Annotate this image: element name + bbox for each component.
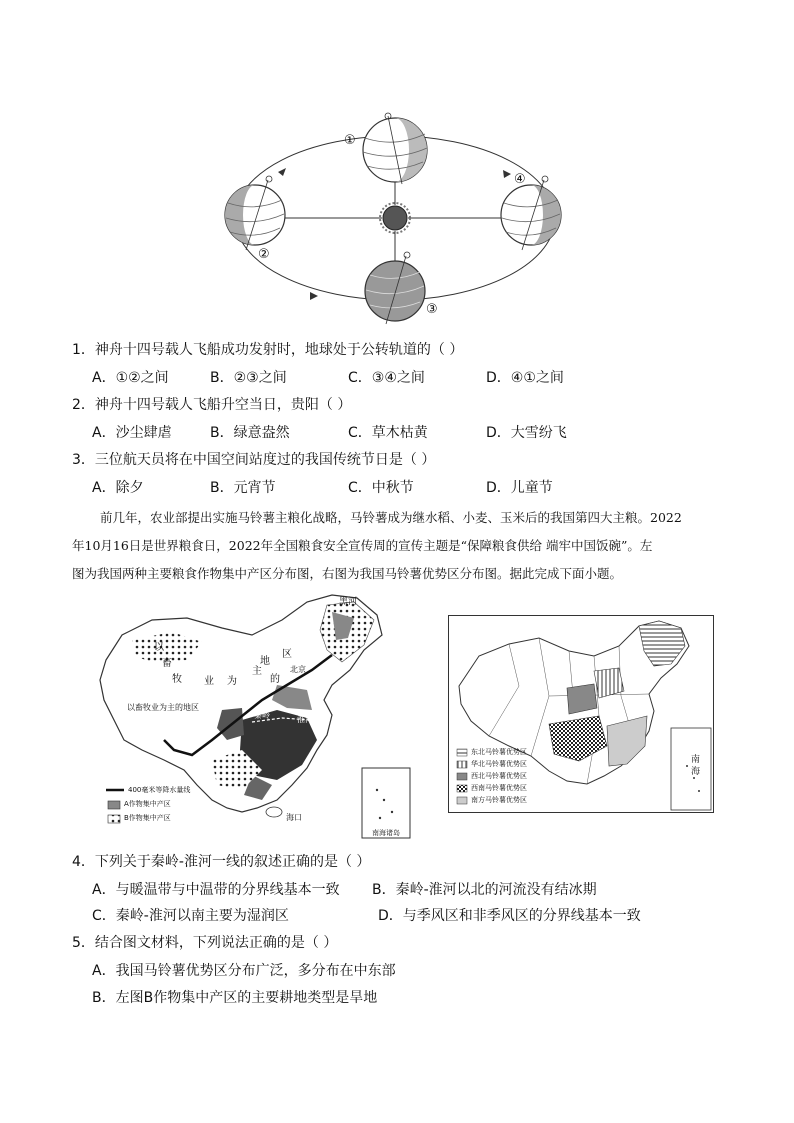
label-qu: 区 xyxy=(282,649,292,660)
left-map-crop-regions xyxy=(92,590,414,840)
legend-southwest: 西南马铃薯优势区 xyxy=(471,784,527,792)
question-5-option-b: B．左图B作物集中产区的主要耕地类型是旱地 xyxy=(92,990,378,1006)
question-1-stem: 1．神舟十四号载人飞船成功发射时，地球处于公转轨道的（ ） xyxy=(72,342,464,358)
question-4-option-b: B．秦岭-淮河以北的河流没有结冰期 xyxy=(372,882,597,898)
label-qinling: 秦岭 xyxy=(254,711,270,720)
right-map-potato-regions xyxy=(448,615,714,813)
label-ye: 业 xyxy=(204,676,214,687)
question-3-stem: 3．三位航天员将在中国空间站度过的我国传统节日是（ ） xyxy=(72,452,436,468)
question-4-option-a: A．与暖温带与中温带的分界线基本一致 xyxy=(92,882,340,898)
label-wei: 为 xyxy=(227,676,237,687)
question-3-option-a: A．除夕 xyxy=(92,480,144,496)
position-label-2: ② xyxy=(258,247,270,262)
label-di: 地 xyxy=(260,656,270,667)
passage-line-2: 年10月16日是世界粮食日，2022年全国粮食安全宣传周的宣传主题是“保障粮食供给 端牢中国饭碗”。左 xyxy=(72,538,653,553)
earth-position-4 xyxy=(501,176,561,250)
label-yi: 以 xyxy=(154,642,164,653)
label-zhu: 主 xyxy=(252,666,262,677)
label-beijing: 北京 xyxy=(290,665,306,674)
earth-position-2 xyxy=(225,176,285,250)
label-nanhai-islands: 南海诸岛 xyxy=(372,829,400,837)
label-pastoral: 以畜牧业为主的地区 xyxy=(127,703,199,712)
inset-label-nanhai: 南海 xyxy=(691,755,701,777)
question-2-stem: 2．神舟十四号载人飞船升空当日，贵阳（ ） xyxy=(72,397,352,413)
question-2-option-d: D．大雪纷飞 xyxy=(486,425,567,441)
passage-line-1: 前几年，农业部提出实施马铃薯主粮化战略，马铃薯成为继水稻、小麦、玉米后的我国第四大主粮。2022 xyxy=(100,510,682,525)
question-3-option-b: B．元宵节 xyxy=(210,480,276,496)
question-1-option-a: A．①②之间 xyxy=(92,370,169,386)
question-3-option-d: D．儿童节 xyxy=(486,480,553,496)
legend-northwest: 西北马铃薯优势区 xyxy=(471,772,527,780)
question-4-option-c: C．秦岭-淮河以南主要为湿润区 xyxy=(92,908,289,924)
legend-b-crop: B作物集中产区 xyxy=(124,814,171,822)
legend-south: 南方马铃薯优势区 xyxy=(471,796,527,804)
legend-north: 华北马铃薯优势区 xyxy=(471,760,527,768)
question-4-option-d: D．与季风区和非季风区的分界线基本一致 xyxy=(378,908,641,924)
label-heihe: 黑河 xyxy=(339,597,358,607)
question-1-option-d: D．④①之间 xyxy=(486,370,564,386)
legend-northeast: 东北马铃薯优势区 xyxy=(471,748,527,756)
reading-passage xyxy=(72,504,732,588)
question-5-stem: 5．结合图文材料，下列说法正确的是（ ） xyxy=(72,935,338,951)
label-haikou: 海口 xyxy=(286,813,302,822)
question-2-option-c: C．草木枯黄 xyxy=(348,425,428,441)
position-label-1: ① xyxy=(344,133,356,148)
legend-400mm: 400毫米等降水量线 xyxy=(128,786,191,794)
passage-line-3: 图为我国两种主要粮食作物集中产区分布图，右图为我国马铃薯优势区分布图。据此完成下面小题。 xyxy=(72,566,623,581)
legend-a-crop: A作物集中产区 xyxy=(124,800,171,808)
orbit-diagram xyxy=(220,110,570,325)
question-2-option-b: B．绿意盎然 xyxy=(210,425,290,441)
question-3-option-c: C．中秋节 xyxy=(348,480,414,496)
label-xu: 畜 xyxy=(162,658,172,669)
question-1-option-c: C．③④之间 xyxy=(348,370,425,386)
question-1-option-b: B．②③之间 xyxy=(210,370,287,386)
question-5-option-a: A．我国马铃薯优势区分布广泛，多分布在中东部 xyxy=(92,963,396,979)
earth-position-1 xyxy=(363,113,427,184)
question-4-stem: 4．下列关于秦岭-淮河一线的叙述正确的是（ ） xyxy=(72,854,371,870)
label-huaihe: 淮河 xyxy=(297,715,313,724)
question-2-option-a: A．沙尘肆虐 xyxy=(92,425,172,441)
label-de: 的 xyxy=(270,674,280,685)
label-mu: 牧 xyxy=(172,674,182,685)
position-label-3: ③ xyxy=(426,302,438,317)
earth-position-3 xyxy=(365,252,425,324)
position-label-4: ④ xyxy=(514,172,526,187)
sun-icon xyxy=(380,203,410,233)
